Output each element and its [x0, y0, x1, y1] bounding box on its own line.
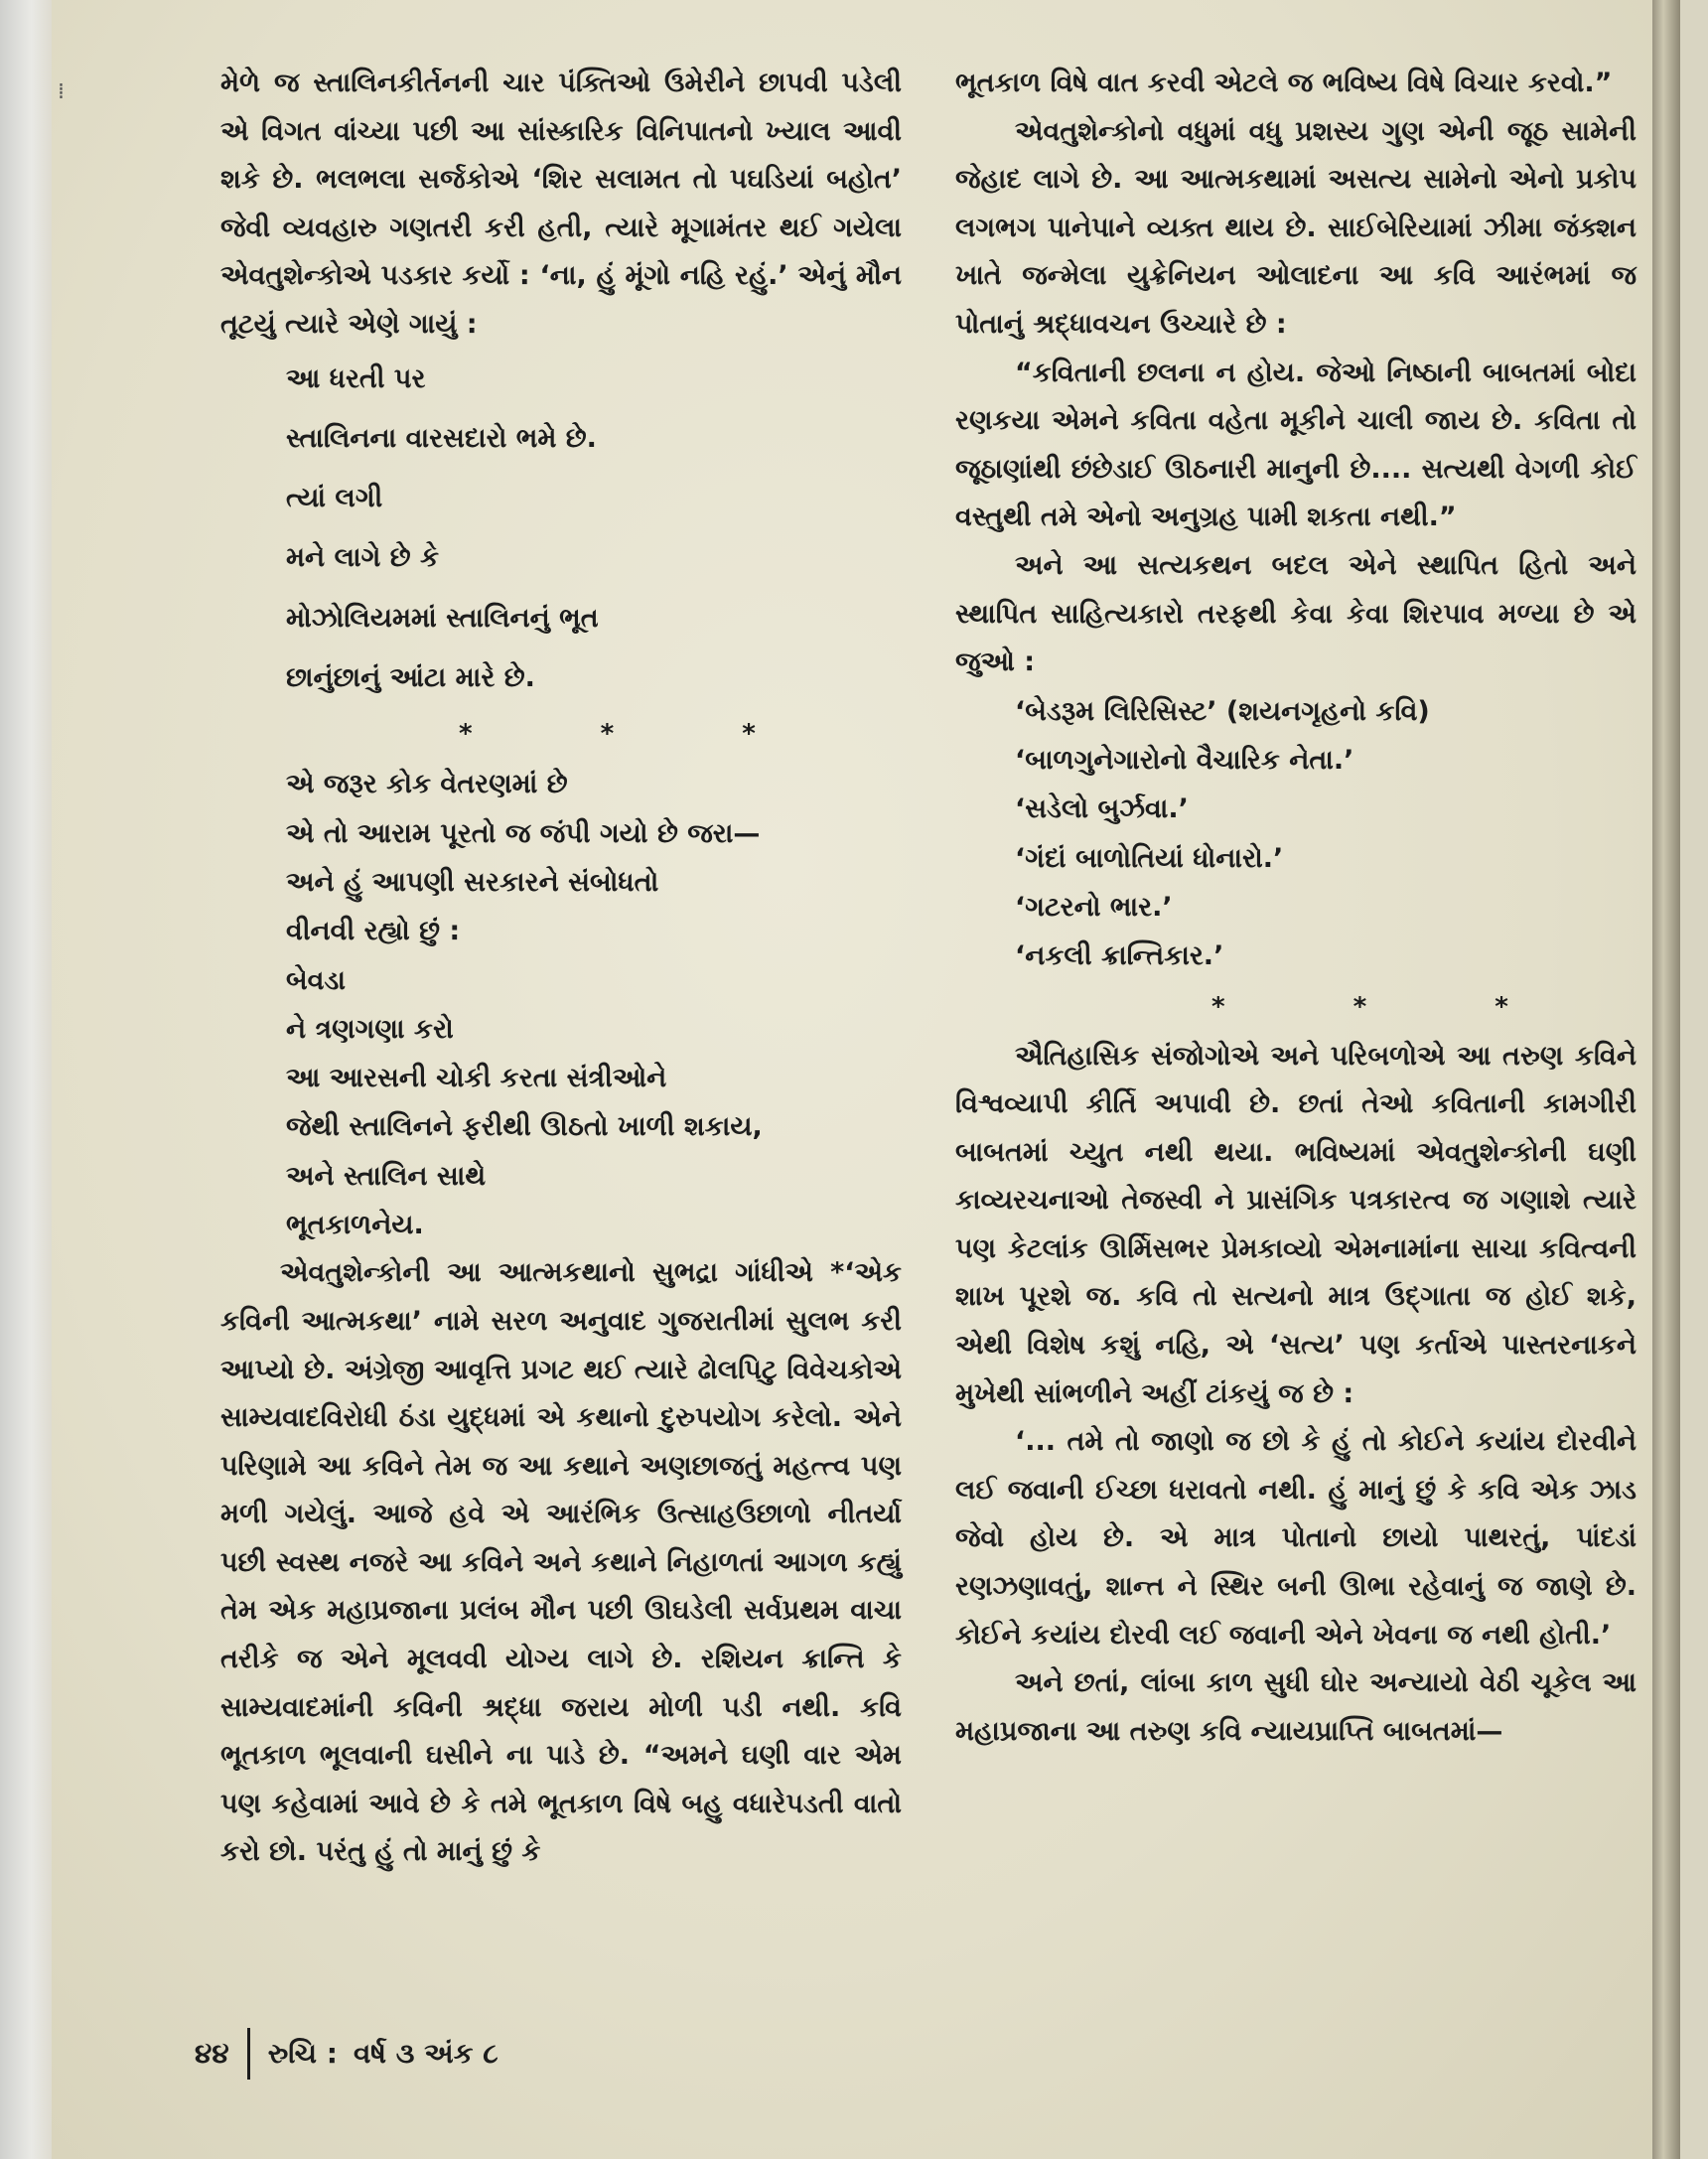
section-separator: * * *	[459, 719, 815, 750]
poem-line: ત્યાં લગી	[286, 483, 383, 514]
right-para-1: ભૂતકાળ વિષે વાત કરવી એટલે જ ભવિષ્ય વિષે વિચાર કરવો.”	[955, 68, 1613, 98]
poem-line: છાનુંછાનું આંટા મારે છે.	[286, 662, 535, 694]
poem-stanza-1	[220, 350, 902, 709]
poem-line: જેથી સ્તાલિનને ફરીથી ઊઠતો ખાળી શકાય,	[286, 1111, 763, 1143]
footer-divider	[247, 2028, 250, 2080]
list-item: ‘સડેલો બુર્ઝવા.’	[1015, 793, 1189, 825]
book-binding	[0, 0, 52, 2159]
poem-line: બેવડા	[286, 964, 346, 996]
list-item: ‘નકલી ક્રાન્તિકાર.’	[1015, 940, 1224, 972]
poem-line: સ્તાલિનના વારસદારો ભમે છે.	[286, 422, 597, 454]
issue-info: વર્ષ ૩ અંક ૮	[353, 2037, 498, 2070]
poem-line: આ ધરતી પર	[286, 362, 426, 394]
page-number: ૪૪	[195, 2037, 229, 2070]
list-item: ‘બેડરૂમ લિરિસિસ્ટ’ (શયનગૃહનો કવિ)	[1015, 695, 1430, 727]
poem-line: અને સ્તાલિન સાથે	[286, 1160, 487, 1192]
poem-line: એ જરૂર કોક વેતરણમાં છે	[286, 769, 568, 800]
right-para-5: અને છતાં, લાંબા કાળ સુધી ઘોર અન્યાયો વેઠી ચૂકેલ આ મહાપ્રજાના આ તરુણ કવિ ન્યાયપ્રાપ્તિ બાબતમાં—	[955, 1667, 1637, 1747]
poem-line: ને ત્રણગણા કરો	[286, 1013, 454, 1045]
list-item: ‘બાળગુનેગારોનો વૈચારિક નેતા.’	[1015, 745, 1354, 777]
right-para-3: અને આ સત્યકથન બદલ એને સ્થાપિત હિતો અને સ્થાપિત સાહિત્યકારો તરફથી કેવા કેવા શિરપાવ મળ્યા છે એ જુઓ :	[955, 549, 1637, 678]
poem-line: અને હું આપણી સરકારને સંબોધતો	[286, 866, 659, 898]
left-para-2: એવતુશેન્કોની આ આત્મકથાનો સુભદ્રા ગાંધીએ *‘એક કવિની આત્મકથા’ નામે સરળ અનુવાદ ગુજરાતીમાં સુલભ કરી આપ્યો છે. અંગ્રેજી આવૃત્તિ પ્રગટ થઈ ત્યારે ઢોલપિટુ વિવેચકોએ સામ્યવાદવિરોધી ઠંડા યુદ્ધમાં એ કથાનો દુરુપયોગ કરેલો. એને પરિણામે આ કવિને તેમ જ આ કથાને અણછાજતું મહત્ત્વ પણ મળી ગયેલું. આજે હવે એ આરંભિક ઉત્સાહઉછાળો નીતર્યા પછી સ્વસ્થ નજરે આ કવિને અને કથાને નિહાળતાં આગળ કહ્યું તેમ એક મહાપ્રજાના પ્રલંબ મૌન પછી ઊઘડેલી સર્વપ્રથમ વાચા તરીકે જ એને મૂલવવી યોગ્ય લાગે છે. રશિયન ક્રાન્તિ કે સામ્યવાદમાંની કવિની શ્રદ્ધા જરાય મોળી પડી નથી. કવિ ભૂતકાળ ભૂલવાની ઘસીને ના પાડે છે. “અમને ઘણી વાર એમ પણ કહેવામાં આવે છે કે તમે ભૂતકાળ વિષે બહુ વધારેપડતી વાતો કરો છો. પરંતુ હું તો માનું છું કે	[220, 1257, 902, 1868]
poem-line: એ તો આરામ પૂરતો જ જંપી ગયો છે જરા—	[286, 817, 761, 849]
right-column	[955, 60, 1637, 1756]
poem-line: આ આરસની ચોકી કરતા સંત્રીઓને	[286, 1063, 667, 1094]
left-column	[220, 60, 902, 1877]
margin-mark: ⁞	[58, 79, 65, 104]
poem-line: મોઝોલિયમમાં સ્તાલિનનું ભૂત	[286, 602, 599, 634]
left-para-1: મેળે જ સ્તાલિનકીર્તનની ચાર પંક્તિઓ ઉમેરીને છાપવી પડેલી એ વિગત વાંચ્યા પછી આ સાંસ્કારિક વિનિપાતનો ખ્યાલ આવી શકે છે. ભલભલા સર્જકોએ ‘શિર સલામત તો પઘડિયાં બહોત’ જેવી વ્યવહારુ ગણતરી કરી હતી, ત્યારે મૂગામંતર થઈ ગયેલા એવતુશેન્કોએ પડકાર કર્યો : ‘ના, હું મૂંગો નહિ રહું.’ એનું મૌન તૂટયું ત્યારે એણે ગાયું :	[220, 68, 902, 340]
quote-pasternak: ‘... તમે તો જાણો જ છો કે હું તો કોઈને કયાંય દોરવીને લઈ જવાની ઈચ્છા ધરાવતો નથી. હું માનું છું કે કવિ એક ઝાડ જેવો હોય છે. એ માત્ર પોતાનો છાયો પાથરતું, પાંદડાં રણઝણાવતું, શાન્ત ને સ્થિર બની ઊભા રહેવાનું જ જાણે છે. કોઈને કયાંય દોરવી લઈ જવાની એને ખેવના જ નથી હોતી.’	[955, 1426, 1637, 1651]
right-para-4: ઐતિહાસિક સંજોગોએ અને પરિબળોએ આ તરુણ કવિને વિશ્વવ્યાપી કીર્તિ અપાવી છે. છતાં તેઓ કવિતાની કામગીરી બાબતમાં ચ્યુત નથી થયા. ભવિષ્યમાં એવતુશેન્કોની ઘણી કાવ્યરચનાઓ તેજસ્વી ને પ્રાસંગિક પત્રકારત્વ જ ગણાશે ત્યારે પણ કેટલાંક ઊર્મિસભર પ્રેમકાવ્યો એમનામાંના સાચા કવિત્વની શાખ પૂરશે જ. કવિ તો સત્યનો માત્ર ઉદ્ગાતા જ હોઈ શકે, એથી વિશેષ કશું નહિ, એ ‘સત્ય’ પણ કર્તાએ પાસ્તરનાકને મુખેથી સાંભળીને અહીં ટાંકયું જ છે :	[955, 1040, 1637, 1409]
epithet-list	[955, 687, 1637, 981]
right-para-2: એવતુશેન્કોનો વધુમાં વધુ પ્રશસ્ય ગુણ એની જૂઠ સામેની જેહાદ લાગે છે. આ આત્મકથામાં અસત્ય સામેનો એનો પ્રકોપ લગભગ પાનેપાને વ્યક્ત થાય છે. સાઈબેરિયામાં ઝીમા જંક્શન ખાતે જન્મેલા યુક્રેનિયન ઓલાદના આ કવિ આરંભમાં જ પોતાનું શ્રદ્ધાવચન ઉચ્ચારે છે :	[955, 115, 1637, 340]
journal-name: રુચિ :	[267, 2037, 338, 2070]
poem-line: ભૂતકાળનેય.	[286, 1210, 424, 1241]
quote-poetry-creed: “કવિતાની છલના ન હોય. જેઓ નિષ્ઠાની બાબતમાં બોદા રણકયા એમને કવિતા વહેતા મૂકીને ચાલી જાય છે. કવિતા તો જૂઠાણાંથી છંછેડાઈ ઊઠનારી માનુની છે.... સત્યથી વેગળી કોઈ વસ્તુથી તમે એનો અનુગ્રહ પામી શકતા નથી.”	[955, 357, 1637, 533]
poem-line: મને લાગે છે કે	[286, 542, 440, 574]
next-page-edge	[1652, 0, 1680, 2159]
list-item: ‘ગટરનો ભાર.’	[1015, 891, 1173, 923]
section-separator: * * *	[1211, 991, 1568, 1022]
list-item: ‘ગંદાં બાળોતિયાં ધોનારો.’	[1015, 842, 1284, 874]
poem-stanza-2	[220, 760, 902, 1249]
poem-line: વીનવી રહ્યો છું :	[286, 916, 461, 947]
page-footer	[195, 2026, 498, 2082]
